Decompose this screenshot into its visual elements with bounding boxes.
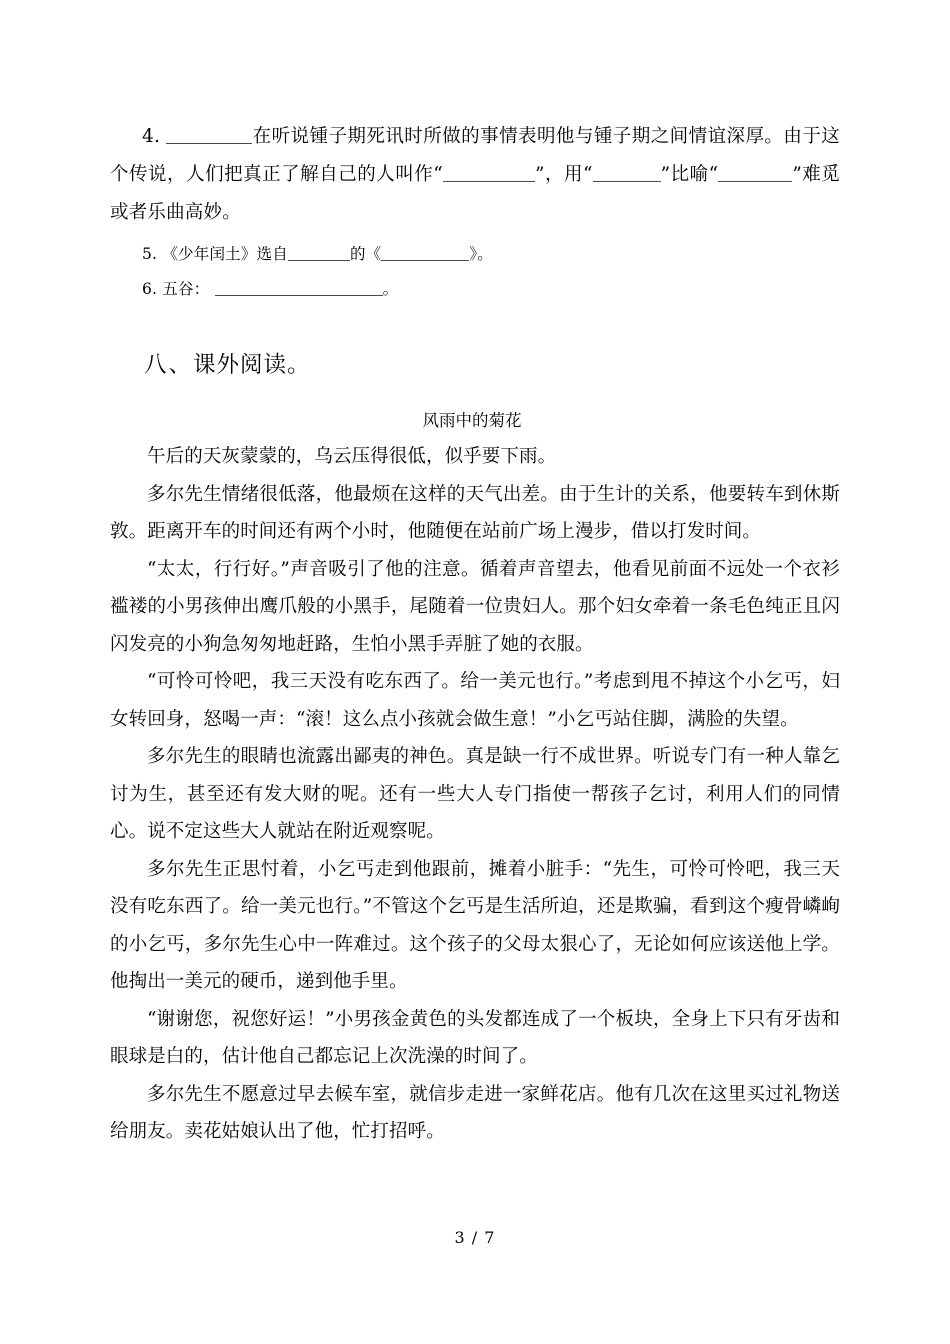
section-heading-eight [110,348,840,382]
answer-blank[interactable] [166,126,252,145]
item-4-text-4: ”难觅或者乐曲高妙。 [110,164,841,223]
article-paragraph: 多尔先生正思忖着，小乞丐走到他跟前，摊着小脏手：“先生，可怜可怜吧，我三天没有吃东西了。给一美元也行。”不管这个乞丐是生活所迫，还是欺骗，看到这个瘦骨嶙峋的小乞丐，多尔先生心中一阵难过。这个孩子的父母太狠心了，无论如何应该送他上学。他掏出一美元的硬币，递到他手里。 [110,858,840,992]
article-paragraph: 多尔先生的眼睛也流露出鄙夷的神色。真是缺一行不成世界。听说专门有一种人靠乞讨为生，甚至还有发大财的呢。还有一些大人专门指使一帮孩子乞讨，利用人们的同情心。说不定这些大人就站在附近观察呢。 [110,746,840,842]
answer-blank[interactable] [443,164,535,183]
page-content [110,0,840,1151]
answer-blank[interactable] [593,164,661,183]
section-title: 课外阅读。 [193,352,311,378]
article-paragraph: “可怜可怜吧，我三天没有吃东西了。给一美元也行。”考虑到甩不掉这个小乞丐，妇女转回身，怒喝一声：“滚！这么点小孩就会做生意！”小乞丐站住脚，满脸的失望。 [110,671,840,730]
answer-blank[interactable] [288,245,350,261]
item-5-text-3: 》。 [469,245,494,263]
article-paragraph: “太太，行行好。”声音吸引了他的注意。循着声音望去，他看见前面不远处一个衣衫褴褛的小男孩伸出鹰爪般的小黑手，尾随着一位贵妇人。那个妇女牵着一条毛色纯正且闪闪发亮的小狗急匆匆地赶路，生怕小黑手弄脏了她的衣服。 [110,558,840,655]
section-number: 八、 [144,352,194,378]
article-paragraph: 多尔先生情绪很低落，他最烦在这样的天气出差。由于生计的关系，他要转车到休斯敦。距离开车的时间还有两个小时，他随便在站前广场上漫步，借以打发时间。 [110,483,840,542]
fill-in-item-5 [110,238,840,271]
fill-in-item-4 [110,118,840,232]
page-number-footer: 3 / 7 [454,1228,496,1247]
article-paragraph: 午后的天灰蒙蒙的，乌云压得很低，似乎要下雨。 [147,446,557,467]
article-paragraph: “谢谢您，祝您好运！”小男孩金黄色的头发都连成了一个板块，全身上下只有牙齿和眼球是白的，估计他自己都忘记上次洗澡的时间了。 [110,1008,840,1067]
item-6-text-1: 五谷： [162,280,210,298]
item-4-text-3: ”比喻“ [660,164,719,185]
article-paragraph: 多尔先生不愿意过早去候车室，就信步走进一家鲜花店。他有几次在这里买过礼物送给朋友。卖花姑娘认出了他，忙打招呼。 [110,1083,840,1142]
item-5-text-2: 的《 [349,245,382,263]
item-5-number: 5. [142,245,158,263]
answer-blank[interactable] [215,280,383,296]
item-6-number: 6. [142,280,158,298]
item-4-text-1: 在听说锺子期死讯时所做的事情表明他与锺子期之间情谊深厚。由于这个传说，人们把真正了解自己的人叫作“ [110,126,840,185]
item-4-text-2: ”，用“ [534,164,593,185]
answer-blank[interactable] [718,164,792,183]
article-title: 风雨中的菊花 [422,411,522,430]
answer-blank[interactable] [381,245,469,261]
item-6-text-2: 。 [382,280,399,298]
fill-in-item-6 [110,273,840,306]
item-5-text-1: 《少年闰土》选自 [162,245,288,263]
item-4-number: 4. [142,126,161,147]
